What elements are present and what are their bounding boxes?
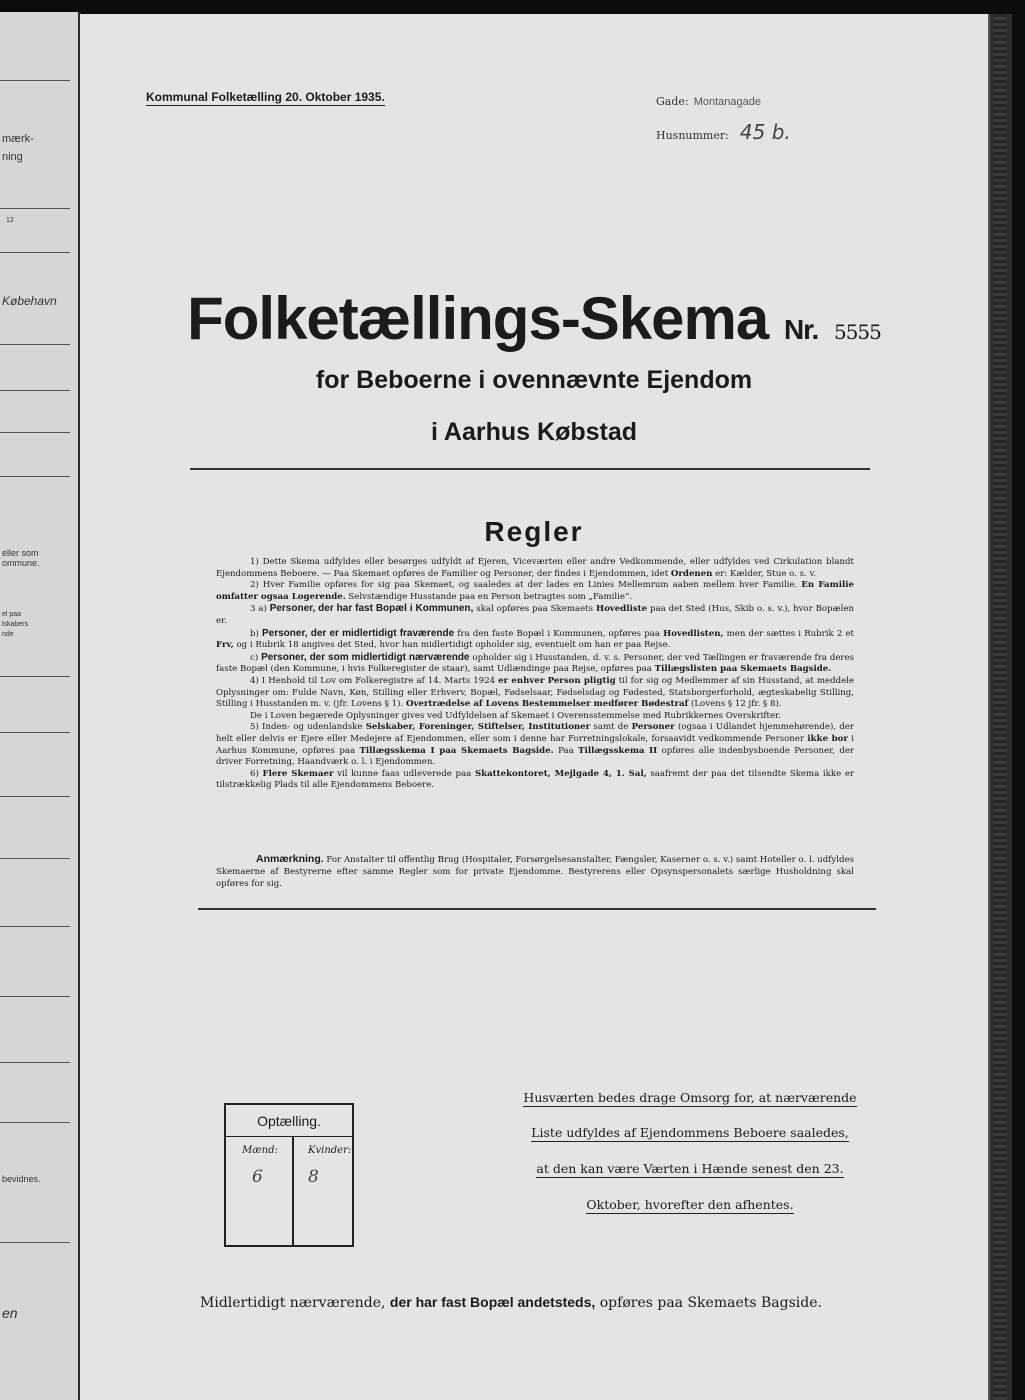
women-label: Kvinder: <box>308 1145 352 1156</box>
form-subtitle-city: i Aarhus Købstad <box>430 418 638 446</box>
divider <box>0 80 70 81</box>
street-value: Montanagade <box>693 96 761 108</box>
notice-line: Oktober, hvorefter den afhentes. <box>586 1197 794 1212</box>
margin-text: bevidnes. <box>2 1174 41 1184</box>
divider <box>0 476 70 477</box>
men-count: 6 <box>252 1167 263 1187</box>
rule-2: 2) Hver Familie opføres for sig paa Skemaet, og saaledes at der lades en Linies Mellemrum aaben mellem hver Familie. En Familie omfatter ogsaa Logerende. Selvstændige Husstande paa en Person betragtes som „Familie“. <box>216 580 854 602</box>
margin-text: ning <box>2 151 23 163</box>
margin-text: 12 <box>6 217 14 224</box>
margin-text: lskabers <box>2 621 29 628</box>
remark <box>216 853 854 890</box>
divider <box>0 390 70 391</box>
rules-heading: Regler <box>484 516 584 547</box>
notice-line: Liste udfyldes af Ejendommens Beboere saaledes, <box>531 1125 849 1140</box>
rule-6: 6) Flere Skemaer vil kunne faas udleverede paa Skattekontoret, Mejlgade 4, 1. Sal, saafremt der paa det tilsendte Skema ikke er tilstrækkelig Plads til alle Ejendommens Beboere. <box>216 768 855 791</box>
divider <box>0 208 70 209</box>
divider <box>0 432 70 433</box>
form-number-label: Nr. <box>783 314 819 345</box>
street-field <box>656 90 761 109</box>
divider <box>0 796 70 797</box>
notice-line: Husværten bedes drage Omsorg for, at nærværende <box>523 1090 857 1105</box>
divider <box>0 252 70 253</box>
margin-text: eller som <box>2 548 39 558</box>
margin-text: mærk- <box>2 133 34 145</box>
divider <box>226 1136 352 1137</box>
census-header: Kommunal Folketælling 20. Oktober 1935. <box>146 90 385 104</box>
rule-3b: b) Personer, der er midlertidigt fraværende fra den faste Bopæl i Kommunen, opføres paa Hovedlisten, men der sættes i Rubrik 2 et Frv, og i Rubrik 18 angives det Sted, hvor han midlertidigt opholder sig, eventuelt om han er paa Rejse. <box>216 627 854 651</box>
census-form-page <box>80 14 988 1400</box>
divider <box>0 344 70 345</box>
divider <box>0 1242 70 1243</box>
house-number-value: 45 b. <box>739 120 791 144</box>
divider <box>190 468 870 470</box>
notice-line: at den kan være Værten i Hænde senest den 23. <box>536 1161 844 1176</box>
rule-3c: c) Personer, der som midlertidigt nærværende opholder sig i Husstanden, d. v. s. Personer, der ved Tællingen er fraværende fra deres faste Bopæl (den Kommune, i hvis Folkeregister de staar), samt Udlændinge paa Rejse, opføres paa Tillægslisten paa Skemaets Bagside. <box>216 651 855 675</box>
divider <box>0 1062 70 1063</box>
form-subtitle: for Beboerne i ovennævnte Ejendom <box>315 366 753 394</box>
house-number-label: Husnummer: <box>656 129 729 142</box>
rule-4-note: De i Loven begærede Oplysninger gives ved Udfyldelsen af Skemaet i Overensstemmelse med Rubrikkernes Overskrifter. <box>250 710 781 721</box>
men-label: Mænd: <box>242 1145 278 1156</box>
house-number-field <box>656 120 791 144</box>
street-label: Gade: <box>656 95 689 108</box>
form-number-value: 5555 <box>833 320 881 344</box>
form-title-main: Folketællings-Skema <box>187 285 769 352</box>
divider <box>0 996 70 997</box>
rule-3a: 3 a) Personer, der har fast Bopæl i Kommunen, skal opføres paa Skemaets Hovedliste paa det Sted (Hus, Skib o. s. v.), hvor Bopælen er. <box>216 603 855 626</box>
rule-1: 1) Dette Skema udfyldes eller besørges udfyldt af Ejeren, Viceværten eller andre Vedkommende, eller udfyldes ved Cirkulation blandt Ejendommens Beboere. — Paa Skemaet opføres de Familier og Personer, der findes i Ejendommen, idet Ordenen er: Kælder, Stue o. s. v. <box>216 557 854 579</box>
divider <box>198 908 876 910</box>
remark-text: For Anstalter til offentlig Brug (Hospitaler, Forsørgelsesanstalter, Fængsler, Kaserner o. s. v.) samt Hoteller o. l. udfyldes Skemaerne af Bestyrerne efter samme Regler som for private Ejendomme. Bestyrerens eller Opsynspersonalets særlige Husholdning skal opføres for sig. <box>216 855 854 889</box>
margin-handwriting: Købehavn <box>2 294 57 308</box>
divider <box>0 858 70 859</box>
divider <box>0 732 70 733</box>
margin-text: ommune. <box>2 558 40 568</box>
rule-5: 5) Inden- og udenlandske Selskaber, Foreninger, Stiftelser, Institutioner samt de Personer (ogsaa i Udlandet hjemmehørende), der helt eller delvis er Ejere eller Medejere af Ejendommen, eller som i denne har Forretningslokale, forsaavidt vedkommende Personer ikke bor i Aarhus Kommune, opføres paa Tillægsskema I paa Skemaets Bagside. Paa Tillægsskema II opføres alle indenbysboende Personer, der driver Forretning, Haandværk o. l. i Ejendommen. <box>216 722 855 768</box>
count-box <box>224 1103 354 1247</box>
divider <box>0 676 70 677</box>
form-title <box>80 284 988 353</box>
divider <box>0 926 70 927</box>
margin-text: nde <box>2 631 14 638</box>
margin-handwriting: en <box>2 1305 18 1321</box>
divider <box>0 1122 70 1123</box>
divider <box>292 1136 294 1245</box>
rules-text <box>216 557 854 792</box>
count-title: Optælling. <box>257 1113 321 1129</box>
rule-4: 4) I Henhold til Lov om Folkeregistre af 14. Marts 1924 er enhver Person pligtig til for sig og Medlemmer af sin Husstand, at meddele Oplysninger om: Fulde Navn, Køn, Stilling eller Erhverv, Bopæl, Fødselsaar, Fødselsdag og Fødested, Statsborgerforhold, ægteskabelig Stilling, Stilling i Husstanden m. v. (jfr. Lovens § 1). Overtrædelse af Lovens Bestemmelser medfører Bødestraf (Lovens § 12 jfr. § 8). <box>216 675 855 710</box>
remark-label: Anmærkning. <box>256 853 324 865</box>
left-page-fragment <box>0 12 81 1400</box>
footer-note: Midlertidigt nærværende, der har fast Bopæl andetsteds, opføres paa Skemaets Bagside. <box>200 1294 822 1311</box>
women-count: 8 <box>308 1167 319 1187</box>
margin-text: el paa <box>2 611 22 618</box>
book-binding <box>988 14 1012 1400</box>
